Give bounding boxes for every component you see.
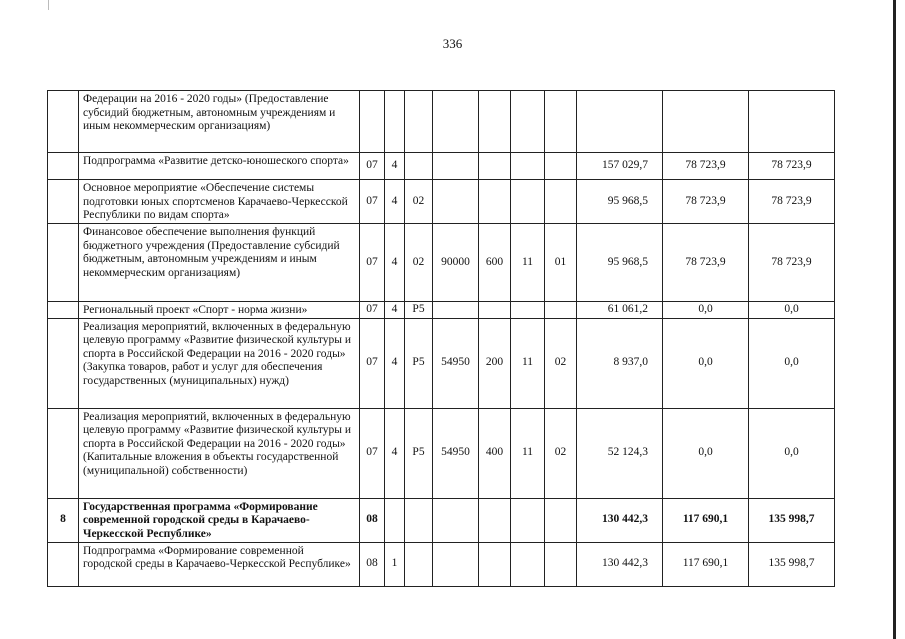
amount-2020: 95 968,5 <box>577 180 663 224</box>
row-description: Основное мероприятие «Обеспечение системы подготовки юных спортсменов Карачаево-Черкесской Республики по видам спорта» <box>79 180 360 224</box>
code-subitem: 02 <box>545 318 577 408</box>
row-number <box>48 542 79 586</box>
code-ministry: 11 <box>511 318 545 408</box>
code-ministry <box>511 180 545 224</box>
amount-2020 <box>577 91 663 153</box>
table-row <box>48 302 835 319</box>
row-description: Реализация мероприятий, включенных в федеральную целевую программу «Развитие физической культуры и спорта в Российской Федерации на 2016 - 2020 годы» (Закупка товаров, работ и услуг для обеспечения государственных (муниципальных) нужд) <box>79 318 360 408</box>
code-section: 07 <box>360 224 385 302</box>
amount-2022: 0,0 <box>749 302 835 319</box>
amount-2021: 0,0 <box>663 408 749 498</box>
row-description: Государственная программа «Формирование современной городской среды в Карачаево-Черкесской Республике» <box>79 498 360 542</box>
code-ministry <box>511 91 545 153</box>
table-row <box>48 153 835 180</box>
amount-2021: 117 690,1 <box>663 542 749 586</box>
code-section: 07 <box>360 408 385 498</box>
code-section: 07 <box>360 180 385 224</box>
code-subsection <box>385 91 405 153</box>
code-expense-type <box>479 180 511 224</box>
table-row <box>48 498 835 542</box>
code-subitem: 01 <box>545 224 577 302</box>
amount-2021: 0,0 <box>663 302 749 319</box>
row-number <box>48 153 79 180</box>
amount-2022: 78 723,9 <box>749 224 835 302</box>
code-direction <box>433 498 479 542</box>
row-number <box>48 180 79 224</box>
amount-2021: 117 690,1 <box>663 498 749 542</box>
code-expense-type <box>479 91 511 153</box>
code-subsection: 4 <box>385 318 405 408</box>
code-event <box>405 91 433 153</box>
code-subsection: 4 <box>385 224 405 302</box>
row-description: Реализация мероприятий, включенных в федеральную целевую программу «Развитие физической культуры и спорта в Российской Федерации на 2016 - 2020 годы» (Капитальные вложения в объекты государственной (муниципальной) собственности) <box>79 408 360 498</box>
code-expense-type <box>479 542 511 586</box>
code-ministry <box>511 498 545 542</box>
row-description: Федерации на 2016 - 2020 годы» (Предоставление субсидий бюджетным, автономным учреждениям и иным некоммерческим организациям) <box>79 91 360 153</box>
amount-2021 <box>663 91 749 153</box>
row-number <box>48 224 79 302</box>
amount-2021: 78 723,9 <box>663 153 749 180</box>
code-section: 07 <box>360 318 385 408</box>
code-expense-type <box>479 498 511 542</box>
row-description: Подпрограмма «Развитие детско-юношеского спорта» <box>79 153 360 180</box>
code-subitem <box>545 91 577 153</box>
code-direction <box>433 91 479 153</box>
row-number <box>48 302 79 319</box>
table-row <box>48 542 835 586</box>
code-event: P5 <box>405 302 433 319</box>
code-section <box>360 91 385 153</box>
code-direction: 54950 <box>433 408 479 498</box>
code-expense-type <box>479 153 511 180</box>
row-number <box>48 408 79 498</box>
code-ministry <box>511 542 545 586</box>
code-expense-type: 200 <box>479 318 511 408</box>
code-event: 02 <box>405 224 433 302</box>
code-direction <box>433 542 479 586</box>
amount-2020: 61 061,2 <box>577 302 663 319</box>
code-ministry: 11 <box>511 224 545 302</box>
code-event: 02 <box>405 180 433 224</box>
table-body <box>48 91 835 587</box>
code-subsection <box>385 498 405 542</box>
code-direction <box>433 302 479 319</box>
code-expense-type <box>479 302 511 319</box>
amount-2021: 0,0 <box>663 318 749 408</box>
code-ministry <box>511 302 545 319</box>
code-subsection: 1 <box>385 542 405 586</box>
code-ministry: 11 <box>511 408 545 498</box>
row-number <box>48 91 79 153</box>
row-number: 8 <box>48 498 79 542</box>
scan-edge <box>893 0 896 639</box>
code-subsection: 4 <box>385 153 405 180</box>
code-subitem <box>545 153 577 180</box>
amount-2022 <box>749 91 835 153</box>
code-section: 07 <box>360 153 385 180</box>
code-event: P5 <box>405 408 433 498</box>
amount-2020: 130 442,3 <box>577 498 663 542</box>
budget-table <box>47 90 835 587</box>
amount-2022: 78 723,9 <box>749 180 835 224</box>
table-row <box>48 408 835 498</box>
amount-2022: 0,0 <box>749 318 835 408</box>
code-direction <box>433 180 479 224</box>
page-number: 336 <box>442 36 463 51</box>
amount-2020: 157 029,7 <box>577 153 663 180</box>
amount-2022: 0,0 <box>749 408 835 498</box>
amount-2021: 78 723,9 <box>663 180 749 224</box>
code-subitem <box>545 542 577 586</box>
amount-2022: 78 723,9 <box>749 153 835 180</box>
amount-2021: 78 723,9 <box>663 224 749 302</box>
code-expense-type: 600 <box>479 224 511 302</box>
table-row <box>48 318 835 408</box>
code-event <box>405 542 433 586</box>
row-description: Региональный проект «Спорт - норма жизни» <box>79 302 360 319</box>
amount-2020: 95 968,5 <box>577 224 663 302</box>
code-subitem <box>545 302 577 319</box>
previous-table-edge <box>48 0 879 10</box>
amount-2020: 8 937,0 <box>577 318 663 408</box>
code-event: P5 <box>405 318 433 408</box>
code-section: 08 <box>360 498 385 542</box>
row-number <box>48 318 79 408</box>
code-expense-type: 400 <box>479 408 511 498</box>
amount-2022: 135 998,7 <box>749 498 835 542</box>
amount-2022: 135 998,7 <box>749 542 835 586</box>
code-subitem <box>545 498 577 542</box>
code-direction: 54950 <box>433 318 479 408</box>
code-subsection: 4 <box>385 180 405 224</box>
code-direction <box>433 153 479 180</box>
code-section: 07 <box>360 302 385 319</box>
amount-2020: 130 442,3 <box>577 542 663 586</box>
code-ministry <box>511 153 545 180</box>
code-subitem: 02 <box>545 408 577 498</box>
row-description: Подпрограмма «Формирование современной городской среды в Карачаево-Черкесской Республике» <box>79 542 360 586</box>
table-row <box>48 91 835 153</box>
code-section: 08 <box>360 542 385 586</box>
code-event <box>405 498 433 542</box>
code-event <box>405 153 433 180</box>
table-row <box>48 180 835 224</box>
code-subsection: 4 <box>385 302 405 319</box>
amount-2020: 52 124,3 <box>577 408 663 498</box>
table-row <box>48 224 835 302</box>
code-subitem <box>545 180 577 224</box>
code-direction: 90000 <box>433 224 479 302</box>
row-description: Финансовое обеспечение выполнения функций бюджетного учреждения (Предоставление субсидий бюджетным, автономным учреждениям и иным некоммерческим организациям) <box>79 224 360 302</box>
code-subsection: 4 <box>385 408 405 498</box>
